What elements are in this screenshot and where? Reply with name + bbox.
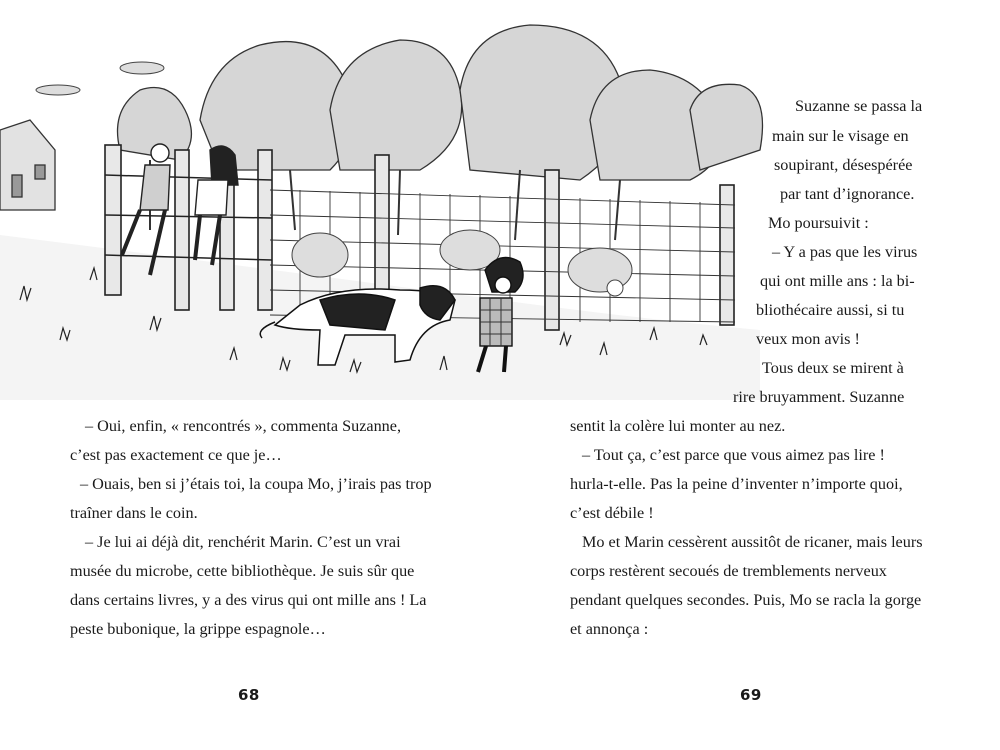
text-line: c’est pas exactement ce que je… xyxy=(70,446,282,464)
cloud xyxy=(36,85,80,95)
text-line: et annonça : xyxy=(570,620,649,638)
page-number-right: 69 xyxy=(740,686,762,704)
page-number-left: 68 xyxy=(238,686,260,704)
text-line: – Je lui ai déjà dit, renchérit Marin. C’est un vrai xyxy=(85,533,401,551)
text-line: – Tout ça, c’est parce que vous aimez pas lire ! xyxy=(582,446,885,464)
text-line: pendant quelques secondes. Puis, Mo se racla la gorge xyxy=(570,591,922,609)
text-line: veux mon avis ! xyxy=(756,330,860,348)
text-line: sentit la colère lui monter au nez. xyxy=(570,417,786,435)
text-line: Suzanne se passa la xyxy=(795,97,923,115)
text-line: dans certains livres, y a des virus qui ont mille ans ! La xyxy=(70,591,427,609)
text-line: – Y a pas que les virus xyxy=(772,243,918,261)
text-line: corps restèrent secoués de tremblements nerveux xyxy=(570,562,887,580)
text-line: c’est débile ! xyxy=(570,504,654,522)
text-line: peste bubonique, la grippe espagnole… xyxy=(70,620,326,638)
house xyxy=(0,120,55,210)
text-line: soupirant, désespérée xyxy=(774,156,913,174)
text-line: musée du microbe, cette bibliothèque. Je suis sûr que xyxy=(70,562,415,580)
text-line: – Oui, enfin, « rencontrés », commenta Suzanne, xyxy=(85,417,402,435)
text-line: Mo poursuivit : xyxy=(768,214,869,232)
cloud xyxy=(120,62,164,74)
text-line: – Ouais, ben si j’étais toi, la coupa Mo, j’irais pas trop xyxy=(80,475,432,493)
text-line: bliothécaire aussi, si tu xyxy=(756,301,905,319)
text-line: qui ont mille ans : la bi- xyxy=(760,272,915,290)
text-line: hurla-t-elle. Pas la peine d’inventer n’importe quoi, xyxy=(570,475,903,493)
text-line: Mo et Marin cessèrent aussitôt de ricaner, mais leurs xyxy=(582,533,923,551)
text-line: main sur le visage en xyxy=(772,127,909,145)
text-line: par tant d’ignorance. xyxy=(780,185,915,203)
text-line: rire bruyamment. Suzanne xyxy=(733,388,905,406)
text-line: traîner dans le coin. xyxy=(70,504,198,522)
text-line: Tous deux se mirent à xyxy=(762,359,904,377)
